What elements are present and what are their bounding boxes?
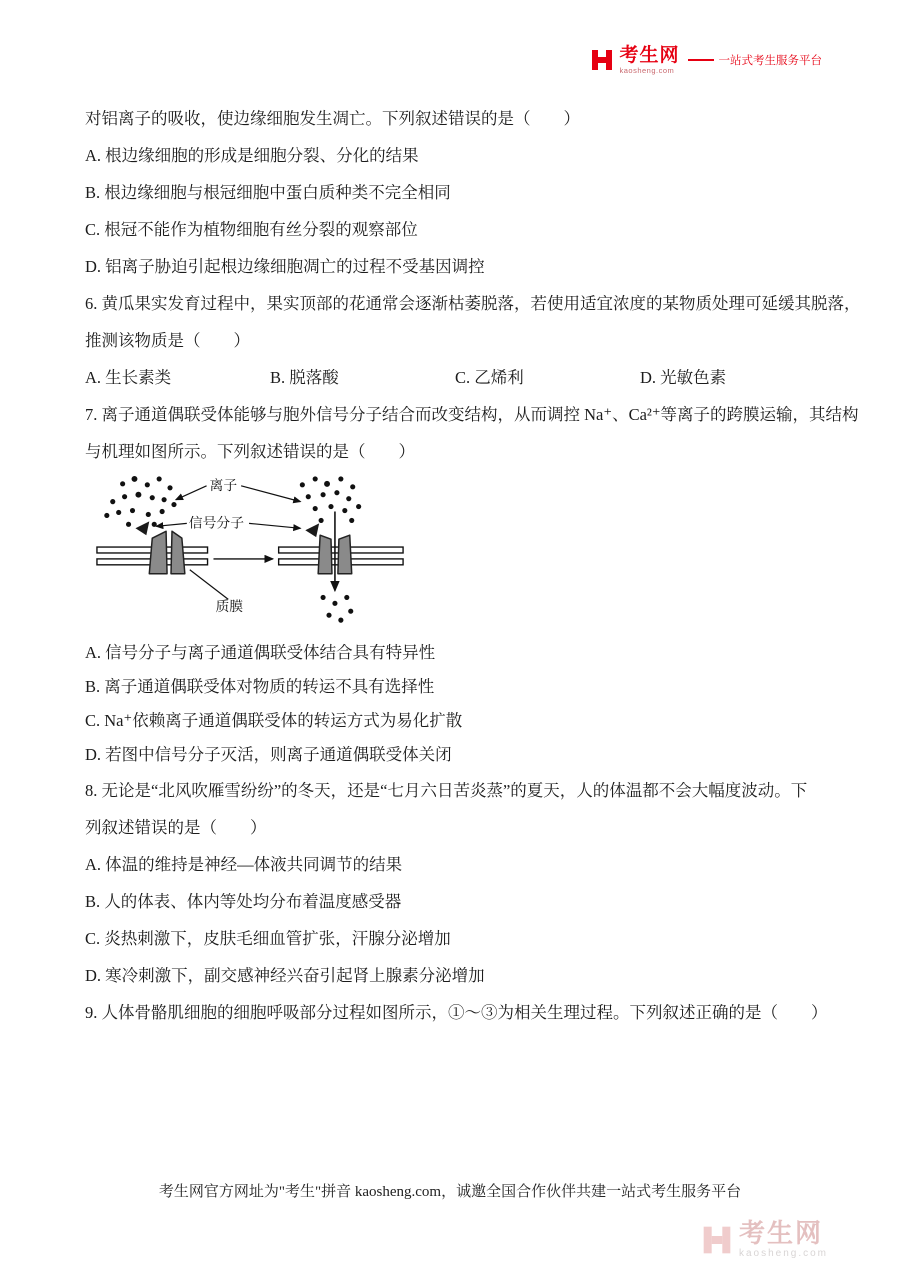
q7-diagram <box>93 472 828 632</box>
watermark-logo-icon <box>701 1224 733 1256</box>
brand-domain: kaosheng.com <box>619 66 675 75</box>
watermark-domain: kaosheng.com <box>738 1248 828 1259</box>
q6-option-b: B. 脱落酸 <box>270 368 339 387</box>
signal-label-pointer-right <box>249 523 300 528</box>
q6-option-d: D. 光敏色素 <box>640 368 727 387</box>
q9-intro: 9. 人体骨骼肌细胞的细胞呼吸部分过程如图所示，①～③为相关生理过程。下列叙述正确的是（ ） <box>85 1003 828 1022</box>
q5-intro: 对铝离子的吸收，使边缘细胞发生凋亡。下列叙述错误的是（ ） <box>85 109 580 128</box>
signal-label-pointer-left <box>156 523 187 526</box>
q6-option-c: C. 乙烯利 <box>455 368 524 387</box>
q8-option-a: A. 体温的维持是神经—体液共同调节的结果 <box>85 855 403 874</box>
signal-molecule-right <box>305 523 319 537</box>
brand-name: 考生网 <box>619 45 680 66</box>
q8-line2: 列叙述错误的是（ ） <box>85 818 267 837</box>
q5-option-a: A. 根边缘细胞的形成是细胞分裂、分化的结果 <box>85 146 419 165</box>
watermark <box>701 1220 828 1259</box>
ion-dots-intracellular <box>321 595 354 623</box>
watermark-text-block <box>739 1220 828 1259</box>
q5-option-c: C. 根冠不能作为植物细胞有丝分裂的观察部位 <box>85 220 418 239</box>
ion-label: 离子 <box>209 477 238 493</box>
q7-line1: 7. 离子通道偶联受体能够与胞外信号分子结合而改变结构，从而调控 Na⁺、Ca²⁺等离子的跨膜运输，其结构 <box>85 405 859 424</box>
brand-tagline <box>688 52 823 68</box>
ion-dots-extracellular-left <box>104 476 176 527</box>
q7-option-a: A. 信号分子与离子通道偶联受体结合具有特异性 <box>85 643 436 662</box>
q8-option-d: D. 寒冷刺激下，副交感神经兴奋引起肾上腺素分泌增加 <box>85 966 485 985</box>
signal-molecule-label: 信号分子 <box>188 515 245 531</box>
ion-label-pointer-right <box>241 486 300 502</box>
q7-option-d: D. 若图中信号分子灭活，则离子通道偶联受体关闭 <box>85 745 452 764</box>
channel-protein-closed <box>149 531 185 573</box>
q5-option-d: D. 铝离子胁迫引起根边缘细胞凋亡的过程不受基因调控 <box>85 257 485 276</box>
q6-option-a: A. 生长素类 <box>85 368 172 387</box>
kaosheng-logo <box>590 46 822 75</box>
brand-tagline-text: 一站式考生服务平台 <box>718 55 822 68</box>
membrane-label-pointer <box>190 570 229 600</box>
q7-option-c: C. Na⁺依赖离子通道偶联受体的转运方式为易化扩散 <box>85 711 463 730</box>
ion-dots-extracellular-right <box>300 476 361 523</box>
footer-text: 考生网官方网址为"考生"拼音 kaosheng.com，诚邀全国合作伙伴共建一站式考生服务平台 <box>158 1184 742 1200</box>
exam-content <box>85 100 861 1031</box>
brand-text-block <box>619 46 679 75</box>
q5-option-b: B. 根边缘细胞与根冠细胞中蛋白质种类不完全相同 <box>85 183 451 202</box>
q7-line2: 与机理如图所示。下列叙述错误的是（ ） <box>85 442 415 461</box>
q8-option-b: B. 人的体表、体内等处均分布着温度感受器 <box>85 892 402 911</box>
watermark-name: 考生网 <box>738 1218 823 1248</box>
kaosheng-logo-icon <box>590 48 614 72</box>
ion-label-pointer-left <box>176 486 207 500</box>
q6-line2: 推测该物质是（ ） <box>85 331 250 350</box>
signal-molecule-left <box>135 521 149 535</box>
q6-options-row <box>85 359 828 396</box>
q8-option-c: C. 炎热刺激下，皮肤毛细血管扩张，汗腺分泌增加 <box>85 929 451 948</box>
q6-line1: 6. 黄瓜果实发育过程中，果实顶部的花通常会逐渐枯萎脱落，若使用适宜浓度的某物质处理可延缓其脱落， <box>85 294 861 313</box>
tagline-dash <box>688 59 714 61</box>
membrane-label: 质膜 <box>215 599 244 615</box>
q7-option-b: B. 离子通道偶联受体对物质的转运不具有选择性 <box>85 677 435 696</box>
ion-channel-diagram <box>93 472 409 630</box>
q8-line1: 8. 无论是“北风吹雁雪纷纷”的冬天，还是“七月六日苦炎蒸”的夏天，人的体温都不会大幅度波动。下 <box>85 781 808 800</box>
